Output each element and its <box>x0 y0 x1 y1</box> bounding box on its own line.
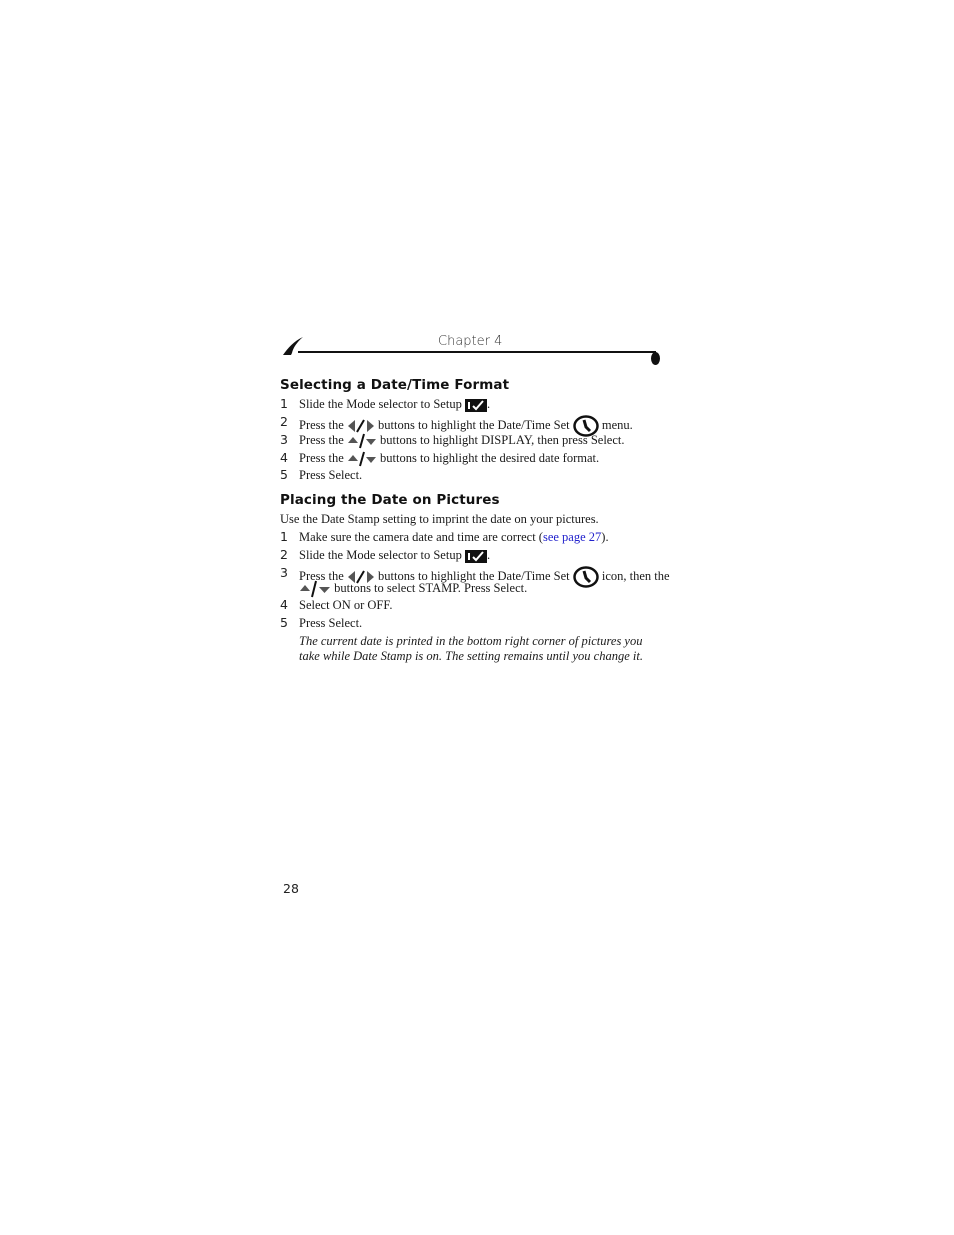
section-title-date-stamp: Placing the Date on Pictures <box>280 492 500 508</box>
step-number: 4 <box>280 597 288 612</box>
chapter-label: Chapter 4 <box>438 334 503 349</box>
see-page-link[interactable]: see page 27 <box>542 530 602 544</box>
up-down-arrows-icon <box>299 580 331 598</box>
step-text: Press the buttons to highlight the Date/Time Set menu. <box>299 415 633 437</box>
section-intro: Use the Date Stamp setting to imprint the date on your pictures. <box>280 512 599 526</box>
step-text: Press Select. <box>299 616 363 630</box>
step-text: Make sure the camera date and time are correct (see page 27). <box>299 530 609 544</box>
step-number: 1 <box>280 396 288 411</box>
step-text: Slide the Mode selector to Setup . <box>299 548 491 562</box>
step-number: 2 <box>280 414 288 429</box>
header-rule-end-icon <box>651 352 660 365</box>
header-rule <box>298 351 656 353</box>
step-number: 5 <box>280 615 288 630</box>
step-number: 2 <box>280 547 288 562</box>
step-number: 3 <box>280 432 288 447</box>
setup-mode-icon <box>465 550 487 563</box>
step-number: 4 <box>280 450 288 465</box>
page-number: 28 <box>283 881 299 896</box>
step-number: 1 <box>280 529 288 544</box>
step-text: Press the buttons to highlight DISPLAY, then press Select. <box>299 433 625 449</box>
date-stamp-note: The current date is printed in the bottom right corner of pictures you take while Date Stamp is on. The setting remains until you change it. <box>299 634 643 663</box>
step-text: Select ON or OFF. <box>299 598 393 612</box>
step-text: Press the buttons to highlight the desired date format. <box>299 451 599 467</box>
step-text-continued: buttons to select STAMP. Press Select. <box>299 580 527 598</box>
up-down-arrows-icon <box>347 433 377 449</box>
section-title-date-format: Selecting a Date/Time Format <box>280 377 510 393</box>
left-right-arrows-icon <box>347 419 375 433</box>
step-text: Press the buttons to highlight the Date/Time Set icon, then the <box>299 566 670 588</box>
step-number: 5 <box>280 467 288 482</box>
step-text: Slide the Mode selector to Setup . <box>299 397 491 411</box>
chapter-swoosh-icon <box>282 336 304 356</box>
date-time-clock-icon <box>573 566 599 588</box>
up-down-arrows-icon <box>347 451 377 467</box>
step-text: Press Select. <box>299 468 363 482</box>
setup-mode-icon <box>465 399 487 412</box>
step-number: 3 <box>280 565 288 580</box>
